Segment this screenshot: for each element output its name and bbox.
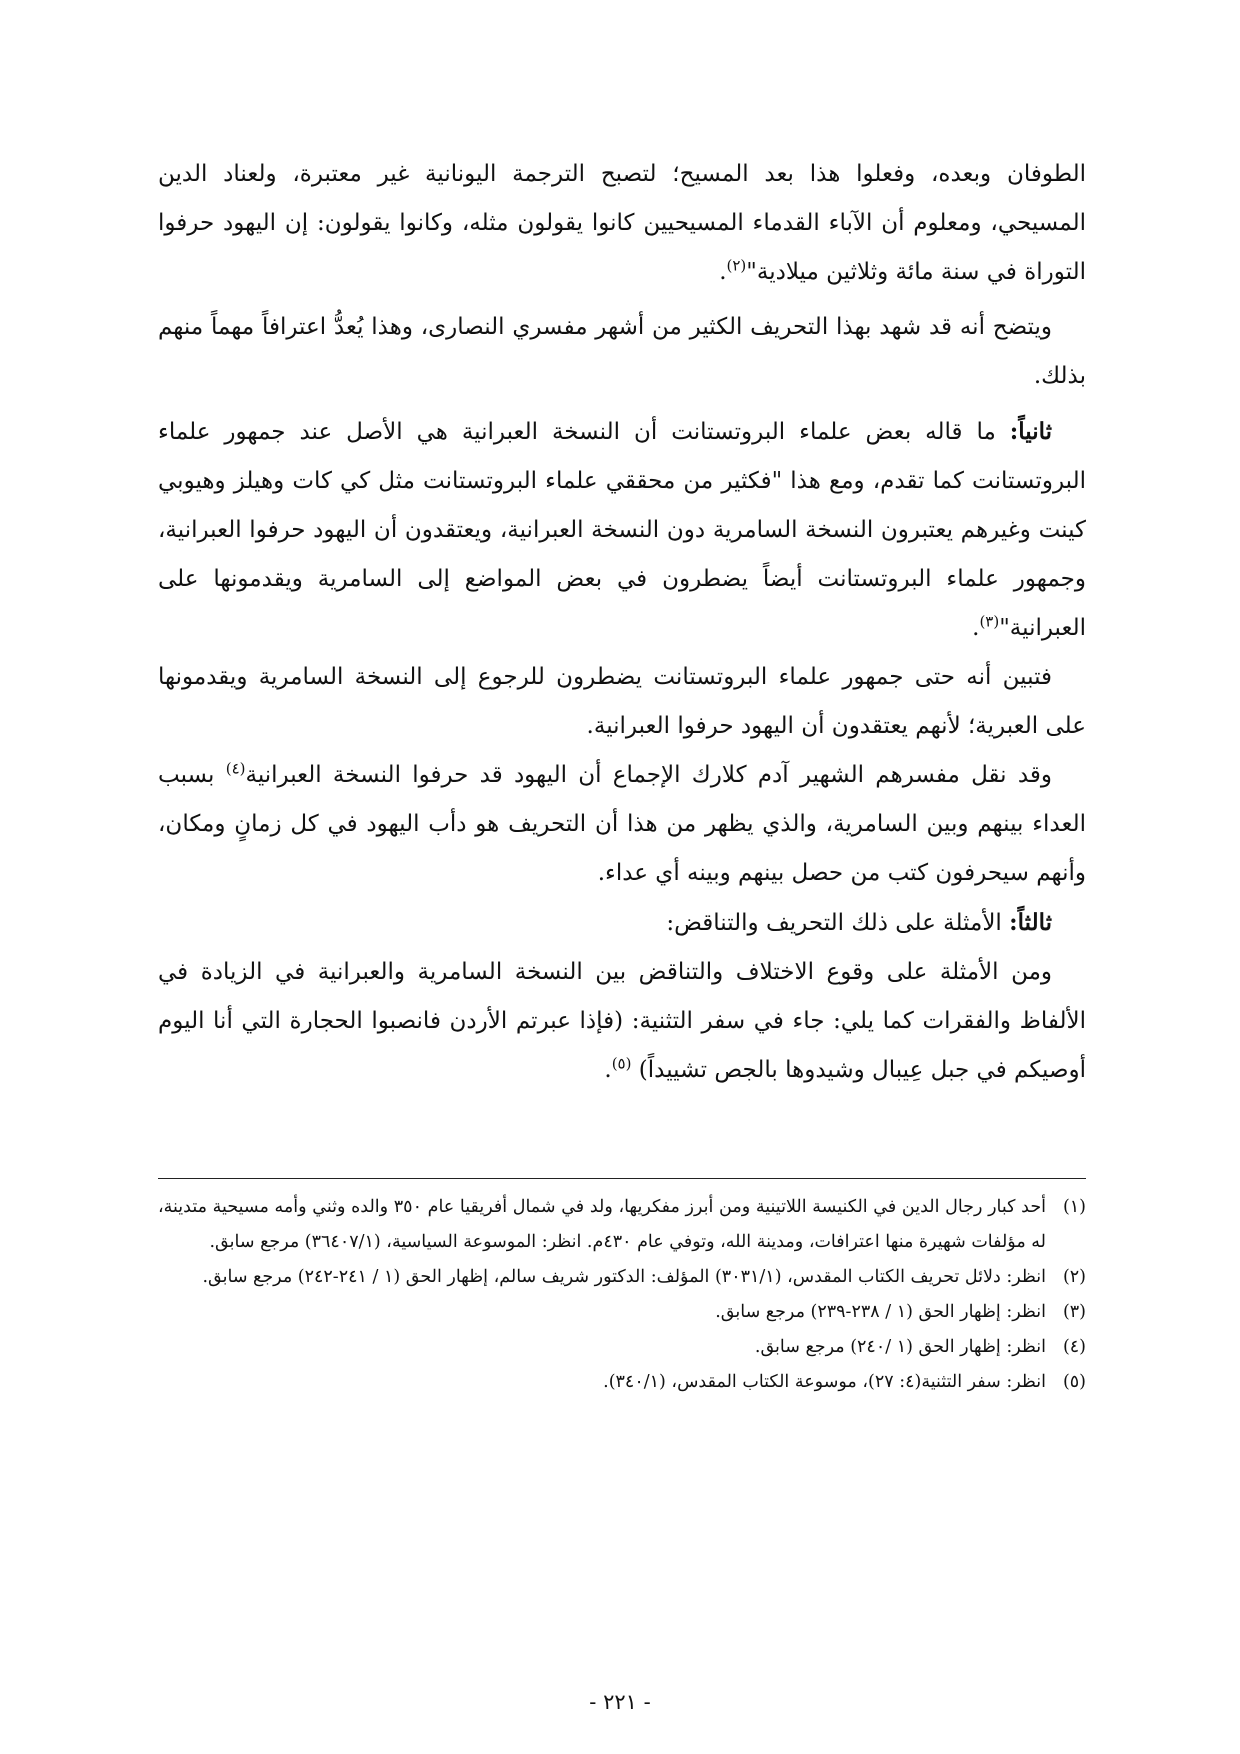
- paragraph-3: ثانياً: ما قاله بعض علماء البروتستانت أن النسخة العبرانية هي الأصل عند جمهور علماء البروتستانت كما تقدم، ومع هذا "فكثير من محققي علماء البروتستانت مثل كي كات وهيلز وهيوبي كينت وغيرهم يعتبرون النسخة السامرية دون النسخة العبرانية، ويعتقدون أن اليهود حرفوا العبرانية، وجمهور علماء البروتستانت أيضاً يضطرون في بعض المواضع إلى السامرية ويقدمونها على العبرانية"$^{(٣)}$.: [158, 418, 1086, 641]
- footnote-1: (١)أحد كبار رجال الدين في الكنيسة اللاتينية ومن أبرز مفكريها، ولد في شمال أفريقيا عام ٣٥٠ والده وثني وأمه مسيحية متدينة، له مؤلفات شهيرة منها اعترافات، ومدينة الله، وتوفي عام ٤٣٠م. انظر: الموسوعة السياسية، (٣٦٤٠٧/١) مرجع سابق.: [158, 1197, 1086, 1252]
- body-text: [158, 150, 1086, 1095]
- footnote-4: (٤)انظر: إظهار الحق (١ /٢٤٠) مرجع سابق.: [754, 1337, 1086, 1357]
- footnote-ref: (٤): [225, 759, 246, 778]
- footnote-separator: [158, 1178, 1086, 1179]
- footnote-5: (٥)انظر: سفر التثنية(٤: ٢٧)، موسوعة الكتاب المقدس، (٣٤٠/١).: [603, 1372, 1086, 1392]
- paragraph-6: ثالثاً: الأمثلة على ذلك التحريف والتناقض:: [666, 909, 1052, 936]
- footnotes: [158, 1190, 1086, 1400]
- footnote-3: (٣)انظر: إظهار الحق (١ / ٢٣٨-٢٣٩) مرجع سابق.: [715, 1302, 1086, 1322]
- paragraph-7: ومن الأمثلة على وقوع الاختلاف والتناقض بين النسخة السامرية والعبرانية في الزيادة في الألفاظ والفقرات كما يلي: جاء في سفر التثنية: (فإذا عبرتم الأردن فانصبوا الحجارة التي أنا اليوم أوصيكم في جبل عِيبال وشيدوها بالجص تشييداً) $^{(٥)}$.: [158, 959, 1086, 1083]
- footnote-ref: (٥): [611, 1054, 632, 1073]
- page-number: - ٢٢١ -: [589, 1690, 651, 1714]
- paragraph-1: الطوفان وبعده، وفعلوا هذا بعد المسيح؛ لتصبح الترجمة اليونانية غير معتبرة، ولعناد الدين المسيحي، ومعلوم أن الآباء القدماء المسيحيين كانوا يقولون مثله، وكانوا يقولون: إن اليهود حرفوا التوراة في سنة مائة وثلاثين ميلادية"$^{(٢)}$.: [158, 161, 1086, 285]
- paragraph-5: وقد نقل مفسرهم الشهير آدم كلارك الإجماع أن اليهود قد حرفوا النسخة العبرانية$^{(٤)}$ بسبب العداء بينهم وبين السامرية، والذي يظهر من هذا أن التحريف هو دأب اليهود في كل زمانٍ ومكان، وأنهم سيحرفون كتب من حصل بينهم وبينه أي عداء.: [158, 759, 1086, 886]
- paragraph-2: ويتضح أنه قد شهد بهذا التحريف الكثير من أشهر مفسري النصارى، وهذا يُعدُّ اعترافاً مهماً منهم بذلك.: [158, 314, 1086, 389]
- paragraph-4: فتبين أنه حتى جمهور علماء البروتستانت يضطرون للرجوع إلى النسخة السامرية ويقدمونها على العبرية؛ لأنهم يعتقدون أن اليهود حرفوا العبرانية.: [158, 664, 1086, 739]
- paragraph-lead: ثالثاً:: [1009, 909, 1052, 936]
- footnote-ref: (٢): [726, 256, 747, 275]
- paragraph-lead: ثانياً:: [1009, 418, 1052, 445]
- footnote-2: (٢)انظر: دلائل تحريف الكتاب المقدس، (٣٠٣١/١) المؤلف: الدكتور شريف سالم، إظهار الحق (١ / ٢٤١-٢٤٢) مرجع سابق.: [202, 1267, 1086, 1287]
- footnote-ref: (٣): [979, 612, 1000, 631]
